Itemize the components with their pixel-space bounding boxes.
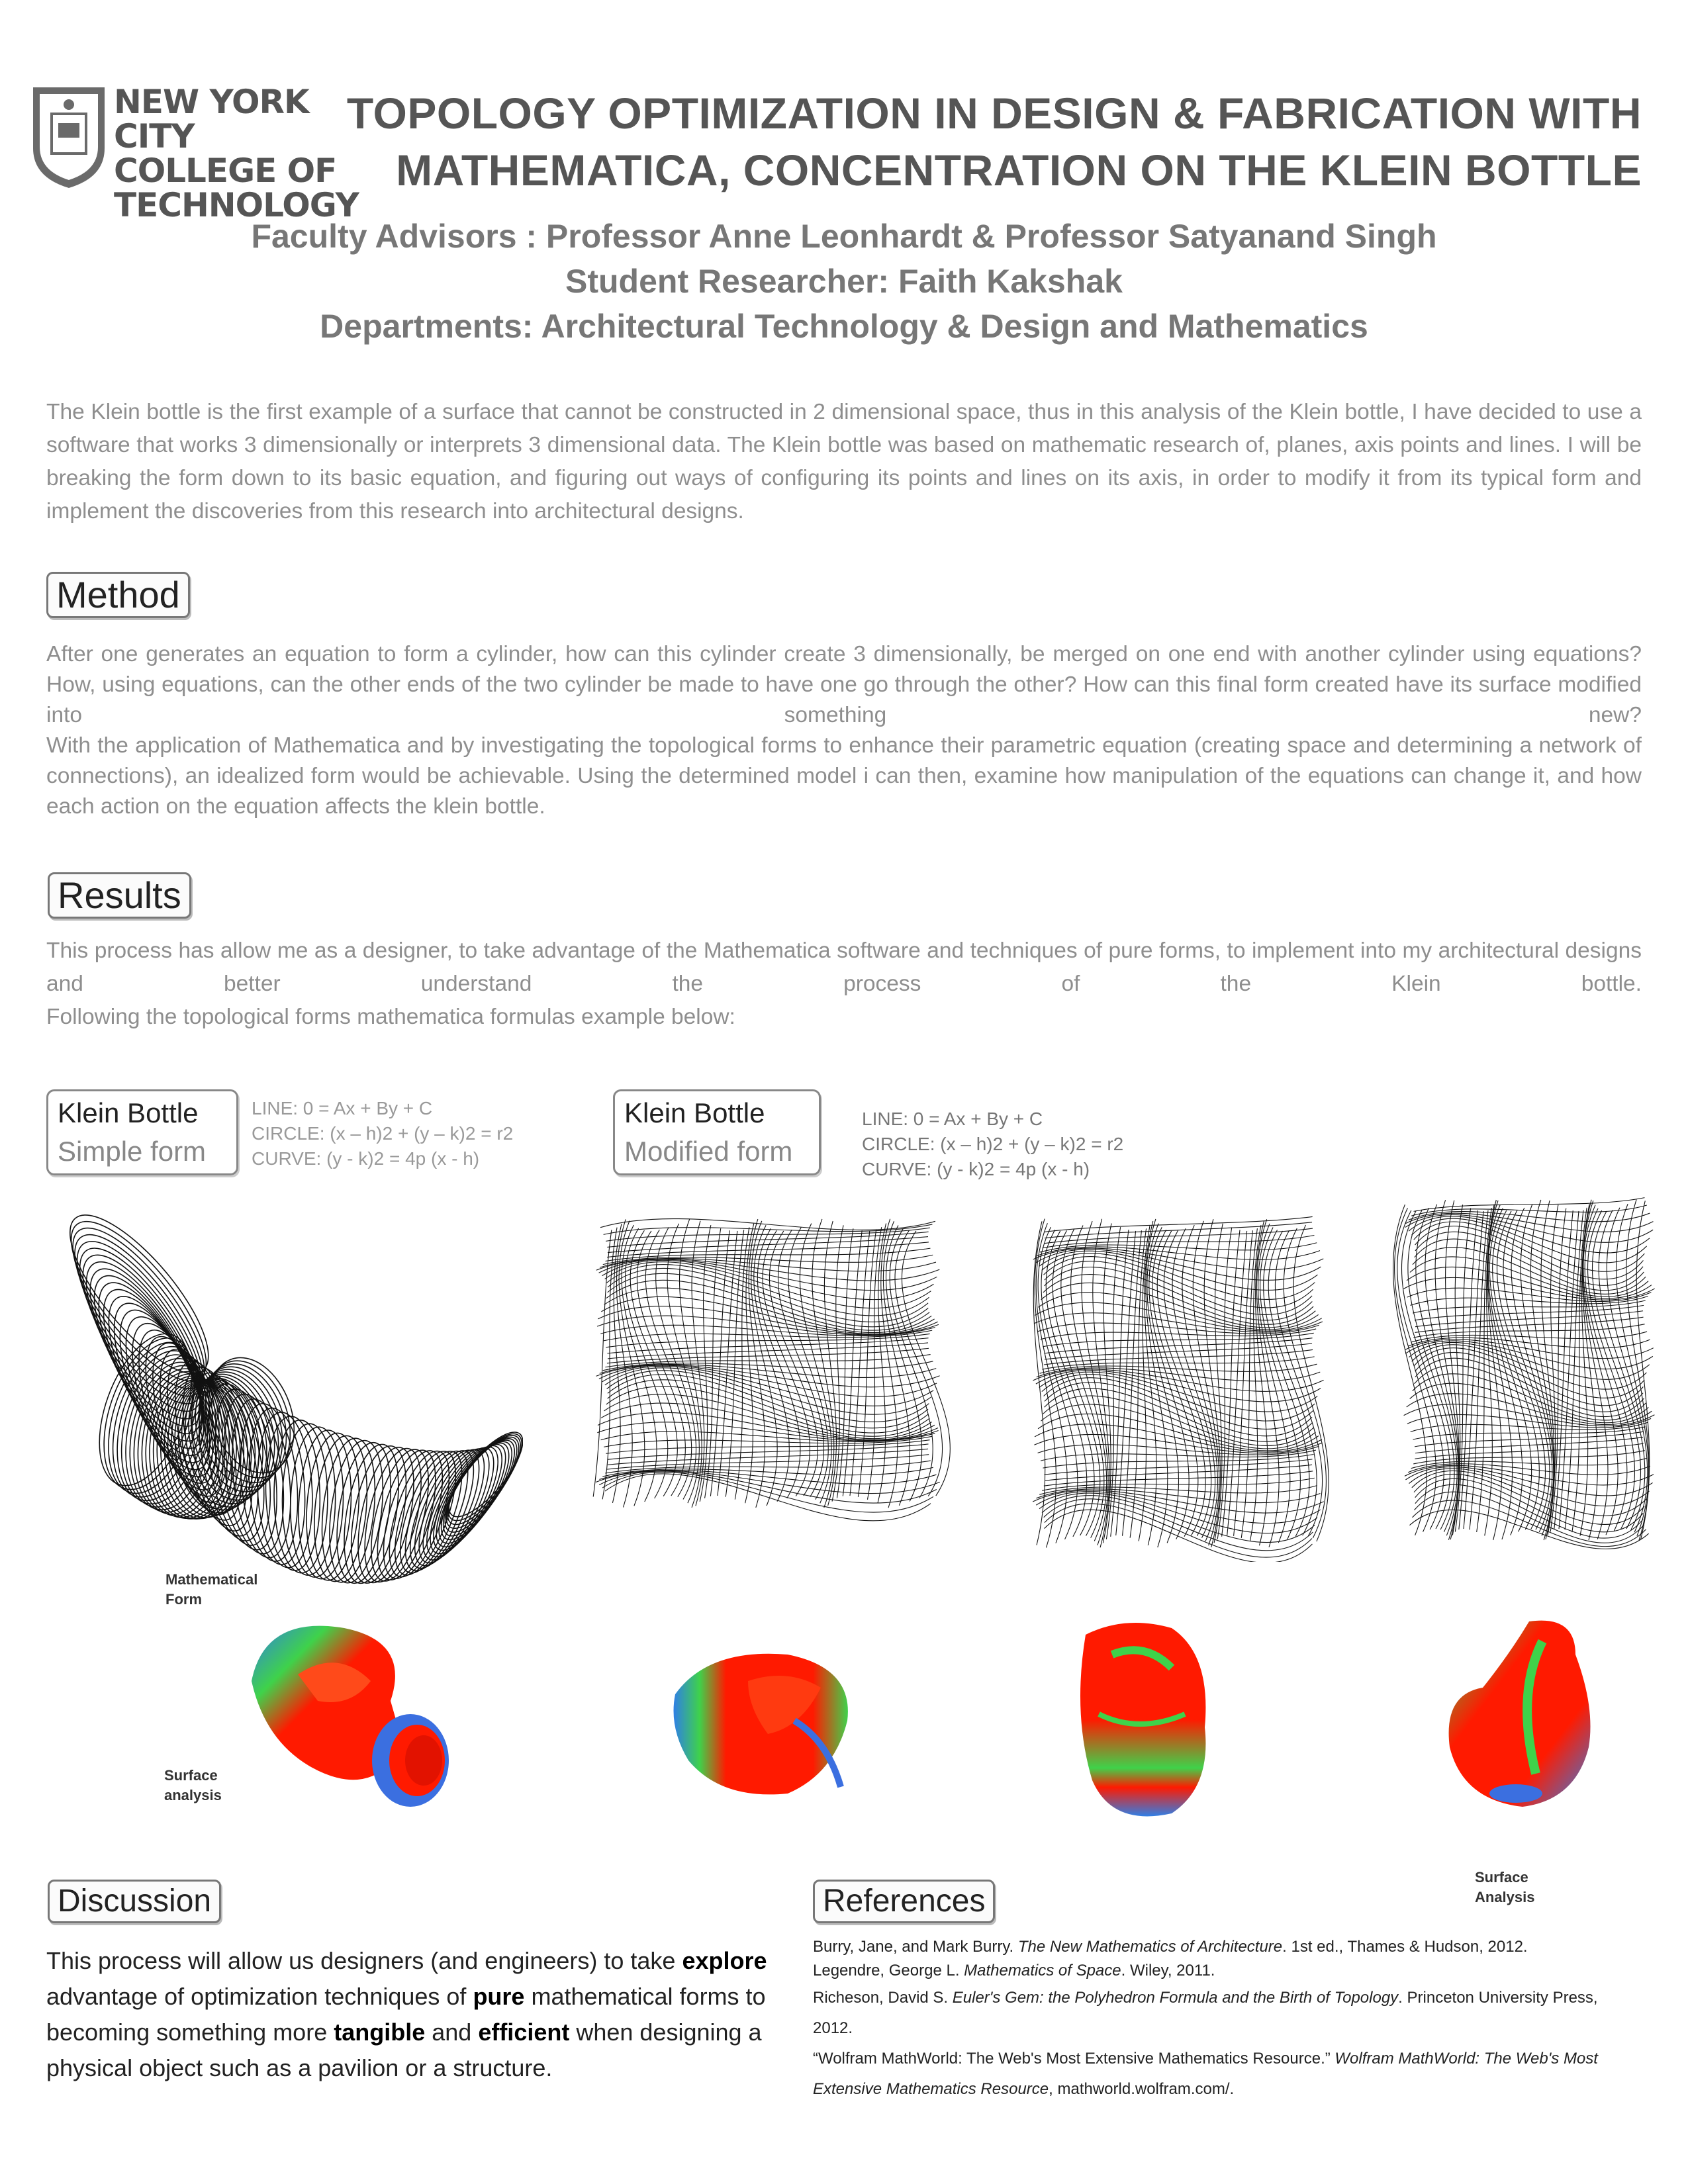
discussion-heading: Discussion: [48, 1880, 221, 1923]
modified-formulas: LINE: 0 = Ax + By + C CIRCLE: (x – h)2 + (y – k)2 = r2 CURVE: (y - k)2 = 4p (x - h): [862, 1109, 1124, 1179]
reference-3: Richeson, David S. Euler's Gem: the Polyhedron Formula and the Birth of Topology. Princeton University Press, 2012.: [813, 1989, 1598, 2037]
surface-analysis-modified-2: [1072, 1615, 1218, 1827]
klein-modified-label: Klein Bottle Modified form: [613, 1089, 821, 1175]
references-heading: References: [813, 1880, 995, 1923]
title-line-1: TOPOLOGY OPTIMIZATION IN DESIGN & FABRICATION WITH: [346, 89, 1642, 138]
reference-4: “Wolfram MathWorld: The Web's Most Extensive Mathematics Resource.” Wolfram MathWorld: The Web's Most Extensive Mathematics Resource, mathworld.wolfram.com/.: [813, 2050, 1598, 2098]
college-logo: [29, 83, 359, 224]
results-heading: Results: [48, 872, 191, 919]
reference-1: Burry, Jane, and Mark Burry. The New Mathematics of Architecture. 1st ed., Thames & Hudson, 2012.: [813, 1938, 1528, 1956]
surface-analysis-caption-right: Surface Analysis: [1475, 1869, 1535, 1905]
klein-simple-label: Klein Bottle Simple form: [46, 1089, 238, 1175]
method-heading: Method: [46, 572, 190, 618]
mathematical-form-caption: Mathematical Form: [165, 1571, 258, 1608]
intro-paragraph: The Klein bottle is the first example of a surface that cannot be constructed in 2 dimensional space, thus in this analysis of the Klein bottle, I have decided to use a software that works 3 dimensionally or interprets 3 dimensional data. The Klein bottle was based on mathematic research of, planes, axis points and lines. I will be breaking the form down to its basic equation, and figuring out ways of configuring its points and lines on its axis, in order to modify it from its typical form and implement the discoveries from this research into architectural designs.: [46, 400, 1642, 523]
title-line-2: MATHEMATICA, CONCENTRATION ON THE KLEIN BOTTLE: [396, 146, 1642, 195]
results-paragraph: This process has allow me as a designer, to take advantage of the Mathematica software and techniques of pure forms, to implement into my architectural designs and better understand the process of the Klein bottle. Following the topological forms mathematica formulas example below:: [46, 938, 1642, 1029]
poster-title: [344, 85, 1642, 199]
faculty-advisors: Faculty Advisors : Professor Anne Leonhardt & Professor Satyanand Singh: [251, 218, 1437, 255]
klein-simple-wireframe: [46, 1191, 523, 1588]
college-name: NEW YORK CITY COLLEGE OF TECHNOLOGY: [114, 83, 359, 224]
surface-analysis-modified-1: [669, 1641, 867, 1800]
klein-modified-wireframe-3: [1390, 1185, 1668, 1555]
student-researcher: Student Researcher: Faith Kakshak: [565, 263, 1123, 300]
klein-modified-wireframe-1: [583, 1205, 953, 1522]
discussion-paragraph: This process will allow us designers (and engineers) to take explore advantage of optimization techniques of pure mathematical forms to becoming something more tangible and efficient when designing a physical object such as a pavilion or a structure.: [46, 1947, 767, 2081]
surface-analysis-modified-3: [1443, 1615, 1602, 1813]
college-seal-icon: [29, 85, 109, 191]
surface-analysis-simple: [238, 1602, 463, 1813]
departments: Departments: Architectural Technology & Design and Mathematics: [320, 308, 1368, 345]
simple-formulas: LINE: 0 = Ax + By + C CIRCLE: (x – h)2 + (y – k)2 = r2 CURVE: (y - k)2 = 4p (x - h): [252, 1098, 514, 1169]
method-paragraph: After one generates an equation to form a cylinder, how can this cylinder create 3 dimensionally, be merged on one end with another cylinder using equations? How, using equations, can the other ends of the two cylinder be made to have one go through the other? How can this final form created have its surface modified into something new? With the application of Mathematica and by investigating the topological forms to enhance their parametric equation (creating space and determining a network of connections), an idealized form would be achievable. Using the determined model i can then, examine how manipulation of the equations can change it, and how each action on the equation affects the klein bottle.: [46, 642, 1642, 819]
reference-2: Legendre, George L. Mathematics of Space. Wiley, 2011.: [813, 1962, 1215, 1979]
klein-modified-wireframe-2: [1019, 1205, 1337, 1562]
surface-analysis-caption: Surface analysis: [164, 1767, 222, 1803]
references-list: [813, 1935, 1634, 2105]
